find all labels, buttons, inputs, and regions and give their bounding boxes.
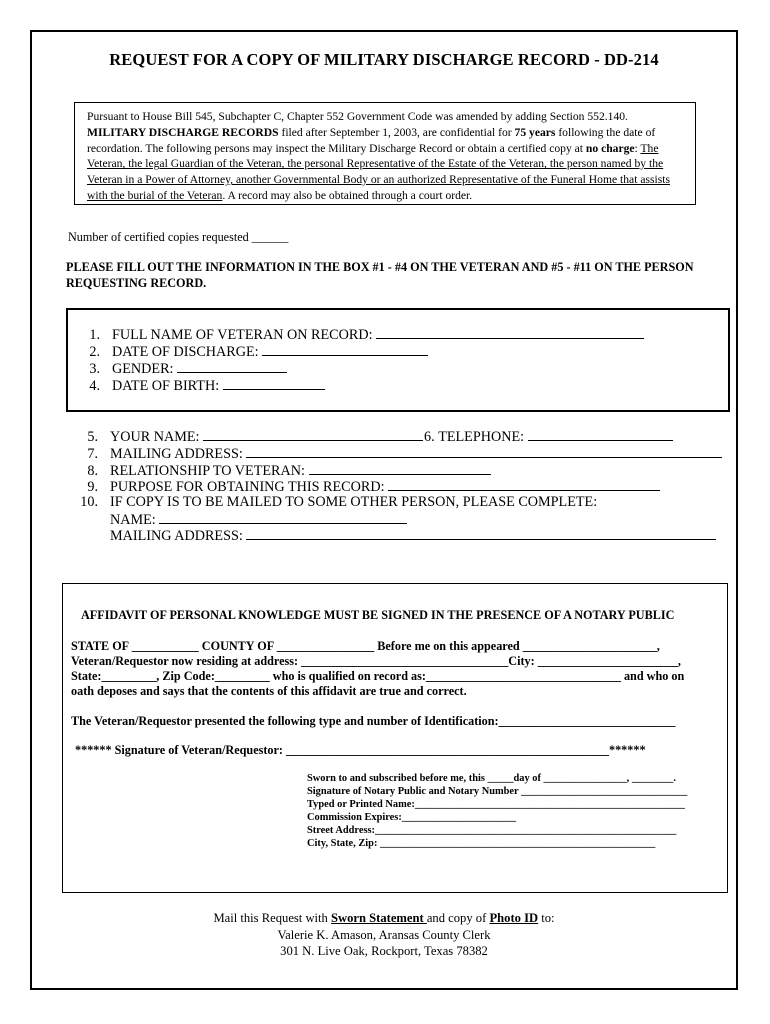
notice-text: . A record may also be obtained through a court order.: [222, 188, 473, 202]
field-label: NAME:: [110, 512, 156, 528]
affidavit-heading: AFFIDAVIT OF PERSONAL KNOWLEDGE MUST BE SIGNED IN THE PRESENCE OF A NOTARY PUBLIC: [81, 608, 675, 622]
notice-bold-records: MILITARY DISCHARGE RECORDS: [87, 125, 279, 139]
affidavit-box: [62, 583, 728, 893]
affidavit-oath: oath deposes and says that the contents of this affidavit are true and correct.: [71, 684, 467, 698]
affidavit-address[interactable]: Veteran/Requestor now residing at address: __________________________________City: _______________________,: [71, 654, 681, 668]
notary-signature-line[interactable]: Signature of Notary Public and Notary Number ________________________________: [307, 786, 688, 797]
birth-date-field[interactable]: [76, 377, 325, 395]
clerk-address: 301 N. Live Oak, Rockport, Texas 78382: [280, 944, 488, 958]
field-label: DATE OF DISCHARGE:: [112, 344, 259, 360]
notary-city-line[interactable]: City, State, Zip: _____________________________________________________: [307, 838, 656, 849]
affidavit-qualified[interactable]: State:_________, Zip Code:_________ who is qualified on record as:________________________________ and who on: [71, 669, 685, 683]
field-label: MAILING ADDRESS:: [110, 446, 243, 462]
clerk-name: Valerie K. Amason, Aransas County Clerk: [277, 927, 491, 942]
notary-printed-name-line[interactable]: Typed or Printed Name:____________________________________________________: [307, 799, 685, 810]
notice-text: following the date of recordation. The following persons may inspect the Military Discharge Record or obtain a certified copy at: [87, 125, 656, 155]
photo-id-label: Photo ID: [489, 911, 539, 925]
field-label: DATE OF BIRTH:: [112, 378, 220, 394]
answer-line[interactable]: [159, 511, 407, 524]
field-number: 5.: [87, 429, 98, 445]
field-label: GENDER:: [112, 361, 174, 377]
field-number: 3.: [89, 361, 100, 377]
affidavit-state-county[interactable]: STATE OF ___________ COUNTY OF ________________ Before me on this appeared ______________________,: [71, 639, 660, 653]
veteran-info-box: [66, 308, 730, 412]
answer-line[interactable]: [246, 445, 722, 458]
veteran-name-field[interactable]: [76, 326, 644, 344]
notary-street-line[interactable]: Street Address:__________________________________________________________: [307, 825, 677, 836]
discharge-date-field[interactable]: [76, 343, 428, 361]
your-name-field[interactable]: [74, 428, 423, 446]
form-title: REQUEST FOR A COPY OF MILITARY DISCHARGE RECORD - DD-214: [109, 50, 659, 69]
field-number: 1.: [89, 327, 100, 343]
answer-line[interactable]: [262, 343, 428, 356]
signature-field[interactable]: ****** Signature of Veteran/Requestor: _____________________________________________________******: [75, 743, 646, 757]
field-number: 6.: [424, 429, 435, 445]
answer-line[interactable]: [388, 478, 660, 491]
answer-line[interactable]: [309, 462, 491, 475]
field-number: 10.: [80, 494, 98, 510]
field-label: IF COPY IS TO BE MAILED TO SOME OTHER PERSON, PLEASE COMPLETE:: [110, 494, 598, 510]
answer-line[interactable]: [246, 527, 716, 540]
field-number: 9.: [87, 479, 98, 495]
notice-text: filed after September 1, 2003, are confidential for: [278, 125, 515, 139]
notary-commission-line[interactable]: Commission Expires:______________________: [307, 812, 517, 823]
notice-bold-years: 75 years: [514, 125, 556, 139]
notary-sworn-line[interactable]: Sworn to and subscribed before me, this _____day of ________________, ________.: [307, 773, 676, 784]
field-label: FULL NAME OF VETERAN ON RECORD:: [112, 327, 373, 343]
fill-instructions: PLEASE FILL OUT THE INFORMATION IN THE BOX #1 - #4 ON THE VETERAN AND #5 - #11 ON THE PERSON REQUESTING RECORD.: [66, 260, 694, 290]
notice-bold-nocharge: no charge: [585, 141, 635, 155]
certified-copies-field[interactable]: Number of certified copies requested ______: [68, 230, 289, 244]
footer-text: Mail this Request with: [213, 911, 331, 925]
field-number: 2.: [89, 344, 100, 360]
field-label: YOUR NAME:: [110, 429, 200, 445]
telephone-field[interactable]: [424, 428, 673, 446]
mailing-address-field[interactable]: [74, 445, 722, 463]
field-label: TELEPHONE:: [438, 429, 525, 445]
confidentiality-notice: [74, 102, 696, 205]
footer-text: and copy of: [426, 911, 490, 925]
field-label: RELATIONSHIP TO VETERAN:: [110, 463, 305, 479]
notice-text: :: [634, 141, 641, 155]
sworn-statement-label: Sworn Statement: [331, 911, 427, 925]
gender-field[interactable]: [76, 360, 287, 378]
form-page: [30, 30, 738, 990]
answer-line[interactable]: [177, 360, 287, 373]
answer-line[interactable]: [203, 428, 423, 441]
footer-text: to:: [538, 911, 555, 925]
field-number: 8.: [87, 463, 98, 479]
mailing-instructions: [32, 910, 736, 960]
field-label: PURPOSE FOR OBTAINING THIS RECORD:: [110, 479, 385, 495]
notice-line1: Pursuant to House Bill 545, Subchapter C, Chapter 552 Government Code was amended by adding Section 552.140.: [87, 110, 628, 123]
field-number: 4.: [89, 378, 100, 394]
mail-to-other-field: [74, 494, 597, 511]
answer-line[interactable]: [376, 326, 644, 339]
other-address-field[interactable]: [110, 527, 716, 545]
field-label: MAILING ADDRESS:: [110, 528, 243, 544]
answer-line[interactable]: [223, 377, 325, 390]
field-number: 7.: [87, 446, 98, 462]
mail-request-line: [32, 910, 736, 927]
notice-authorized-persons: The Veteran, the legal Guardian of the Veteran, the personal Representative of the Estate of the Veteran, the person named by the Veteran in a Power of Attorney, another Governmental Body or an authorized Representative of the Funeral Home that assists with the burial of the Veteran: [87, 141, 670, 202]
answer-line[interactable]: [528, 428, 673, 441]
identification-field[interactable]: The Veteran/Requestor presented the following type and number of Identification:_____________________________: [71, 714, 676, 728]
